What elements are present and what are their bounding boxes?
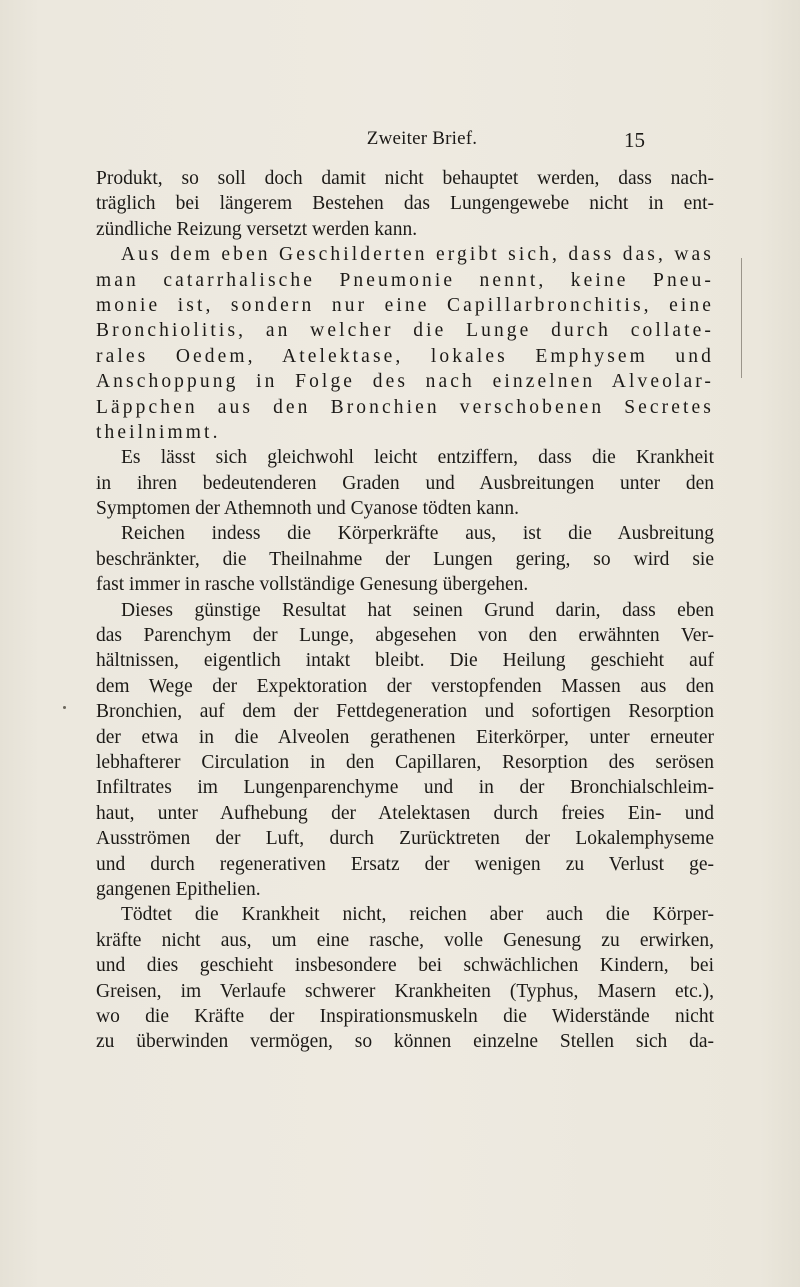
running-head-title: Zweiter Brief.	[366, 128, 478, 149]
text-line: Dieses günstige Resultat hat seinen Grund darin, dass eben	[121, 599, 714, 621]
text-line: zu überwinden vermögen, so können einzelne Stellen sich da-	[96, 1031, 714, 1053]
text-line: rales Oedem, Atelektase, lokales Emphysem und	[96, 345, 714, 367]
text-line: theilnimmt.	[96, 421, 221, 443]
text-line: kräfte nicht aus, um eine rasche, volle Genesung zu erwirken,	[96, 929, 714, 951]
running-head	[0, 128, 800, 158]
text-line: Anschoppung in Folge des nach einzelnen Alveolar-	[96, 371, 714, 393]
text-line: haut, unter Aufhebung der Atelektasen durch freies Ein- und	[96, 802, 714, 824]
text-line: Bronchien, auf dem der Fettdegeneration und sofortigen Resorption	[96, 701, 714, 723]
text-line: dem Wege der Expektoration der verstopfenden Massen aus den	[96, 675, 714, 697]
text-line: Tödtet die Krankheit nicht, reichen aber auch die Körper-	[121, 904, 714, 926]
page-number: 15	[624, 128, 645, 152]
text-line: der etwa in die Alveolen gerathenen Eiterkörper, unter erneuter	[96, 726, 714, 748]
text-line: monie ist, sondern nur eine Capillarbronchitis, eine	[96, 294, 714, 316]
text-line: man catarrhalische Pneumonie nennt, keine Pneu-	[96, 269, 714, 291]
text-line: hältnissen, eigentlich intakt bleibt. Die Heilung geschieht auf	[96, 650, 714, 672]
text-line: träglich bei längerem Bestehen das Lungengewebe nicht in ent-	[96, 193, 714, 215]
text-line: und durch regenerativen Ersatz der wenigen zu Verlust ge-	[96, 853, 714, 875]
text-line: fast immer in rasche vollständige Genesung übergehen.	[96, 574, 529, 596]
text-line: Symptomen der Athemnoth und Cyanose tödten kann.	[96, 498, 519, 520]
text-line: Ausströmen der Luft, durch Zurücktreten der Lokalemphyseme	[96, 828, 714, 850]
text-line: Es lässt sich gleichwohl leicht entziffern, dass die Krankheit	[121, 447, 714, 469]
text-line: zündliche Reizung versetzt werden kann.	[96, 218, 418, 240]
text-line: in ihren bedeutenderen Graden und Ausbreitungen unter den	[96, 472, 714, 494]
stray-dot	[63, 706, 66, 709]
text-line: Reichen indess die Körperkräfte aus, ist die Ausbreitung	[121, 523, 714, 545]
text-line: gangenen Epithelien.	[96, 878, 261, 900]
text-line: Greisen, im Verlaufe schwerer Krankheiten (Typhus, Masern etc.),	[96, 980, 714, 1002]
text-line: Produkt, so soll doch damit nicht behauptet werden, dass nach-	[96, 168, 714, 189]
text-line: wo die Kräfte der Inspirationsmuskeln die Widerstände nicht	[96, 1005, 714, 1027]
margin-pencil-mark	[741, 258, 742, 378]
text-line: Aus dem eben Geschilderten ergibt sich, dass das, was	[121, 244, 714, 266]
text-line: lebhafterer Circulation in den Capillaren, Resorption des serösen	[96, 751, 714, 773]
text-line: Infiltrates im Lungenparenchyme und in der Bronchialschleim-	[96, 777, 714, 799]
text-line: beschränkter, die Theilnahme der Lungen gering, so wird sie	[96, 548, 714, 570]
text-line: und dies geschieht insbesondere bei schwächlichen Kindern, bei	[96, 955, 714, 977]
body-text	[96, 166, 714, 1055]
text-line: das Parenchym der Lunge, abgesehen von den erwähnten Ver-	[96, 625, 714, 647]
text-line: Bronchiolitis, an welcher die Lunge durch collate-	[96, 320, 714, 342]
text-line: Läppchen aus den Bronchien verschobenen Secretes	[96, 396, 714, 418]
